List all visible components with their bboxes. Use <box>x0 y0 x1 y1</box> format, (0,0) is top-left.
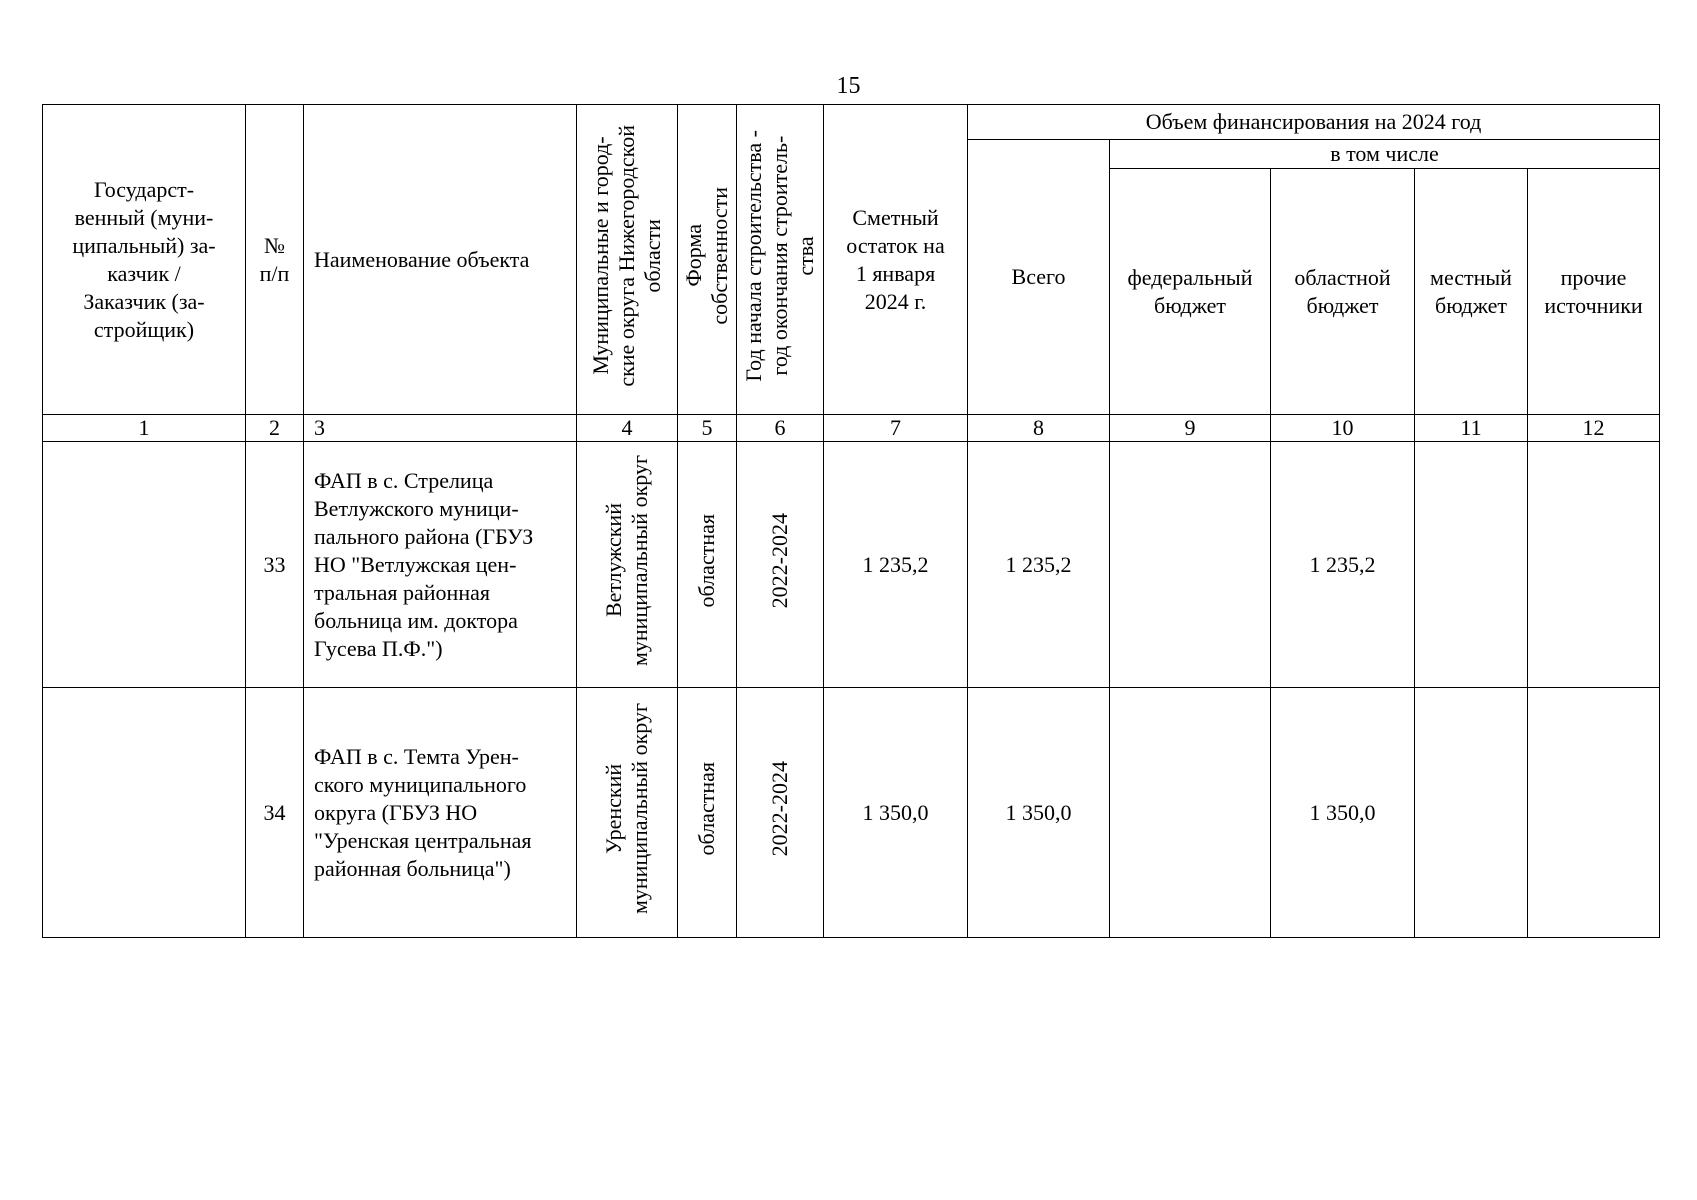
row-total: 1 350,0 <box>968 688 1110 938</box>
row-other <box>1528 442 1660 688</box>
row-local <box>1415 688 1528 938</box>
row-municipality-text: Ветлужский муниципальный округ <box>601 455 652 667</box>
column-number: 12 <box>1528 415 1660 442</box>
header-years-text: Год начала строительства - год окончания строитель- ства <box>741 130 818 382</box>
header-other: прочие источники <box>1528 169 1660 415</box>
column-number: 7 <box>824 415 968 442</box>
row-federal <box>1110 688 1271 938</box>
row-number: 33 <box>246 442 304 688</box>
row-local <box>1415 442 1528 688</box>
column-numbers-row <box>43 415 1660 442</box>
row-ownership <box>678 688 737 938</box>
row-regional: 1 235,2 <box>1271 442 1415 688</box>
row-years <box>737 688 824 938</box>
row-years <box>737 442 824 688</box>
row-federal <box>1110 442 1271 688</box>
row-customer <box>43 442 246 688</box>
page-number: 15 <box>836 73 861 99</box>
row-regional: 1 350,0 <box>1271 688 1415 938</box>
header-number: № п/п <box>246 105 304 415</box>
row-customer <box>43 688 246 938</box>
row-ownership-text: областная <box>694 514 719 608</box>
column-number: 8 <box>968 415 1110 442</box>
row-object-name: ФАП в с. Стрелица Ветлужского муници- пального района (ГБУЗ НО "Ветлужская цен- тральная районная больница им. доктора Гусева П.Ф.") <box>304 442 577 688</box>
column-number: 10 <box>1271 415 1415 442</box>
table-row <box>43 688 1660 938</box>
row-ownership-text: областная <box>694 762 719 856</box>
header-including: в том числе <box>1110 140 1660 169</box>
row-number: 34 <box>246 688 304 938</box>
row-object-name: ФАП в с. Темта Урен- ского муниципального округа (ГБУЗ НО "Уренская центральная районная больница") <box>304 688 577 938</box>
row-ownership <box>678 442 737 688</box>
column-number: 9 <box>1110 415 1271 442</box>
column-number: 4 <box>577 415 678 442</box>
header-ownership <box>678 105 737 415</box>
header-ownership-text: Форма собственности <box>681 187 732 325</box>
table-row <box>43 442 1660 688</box>
header-object-name: Наименование объекта <box>304 105 577 415</box>
header-local: местный бюджет <box>1415 169 1528 415</box>
financing-table <box>42 104 1660 938</box>
column-number: 2 <box>246 415 304 442</box>
header-municipality-text: Муниципальные и город- ские округа Нижегородской области <box>588 125 665 387</box>
column-number: 3 <box>304 415 577 442</box>
row-municipality <box>577 442 678 688</box>
row-years-text: 2022-2024 <box>767 761 792 857</box>
header-balance: Сметный остаток на 1 января 2024 г. <box>824 105 968 415</box>
row-municipality <box>577 688 678 938</box>
header-years <box>737 105 824 415</box>
row-municipality-text: Уренский муниципальный округ <box>601 703 652 915</box>
row-balance: 1 235,2 <box>824 442 968 688</box>
row-total: 1 235,2 <box>968 442 1110 688</box>
row-balance: 1 350,0 <box>824 688 968 938</box>
header-regional: областной бюджет <box>1271 169 1415 415</box>
header-customer: Государст- венный (муни- ципальный) за- казчик / Заказчик (за- стройщик) <box>43 105 246 415</box>
column-number: 5 <box>678 415 737 442</box>
column-number: 6 <box>737 415 824 442</box>
header-federal: федеральный бюджет <box>1110 169 1271 415</box>
header-funding-title: Объем финансирования на 2024 год <box>968 105 1660 140</box>
column-number: 11 <box>1415 415 1528 442</box>
row-years-text: 2022-2024 <box>767 513 792 609</box>
header-total: Всего <box>968 140 1110 415</box>
row-other <box>1528 688 1660 938</box>
column-number: 1 <box>43 415 246 442</box>
header-municipality <box>577 105 678 415</box>
